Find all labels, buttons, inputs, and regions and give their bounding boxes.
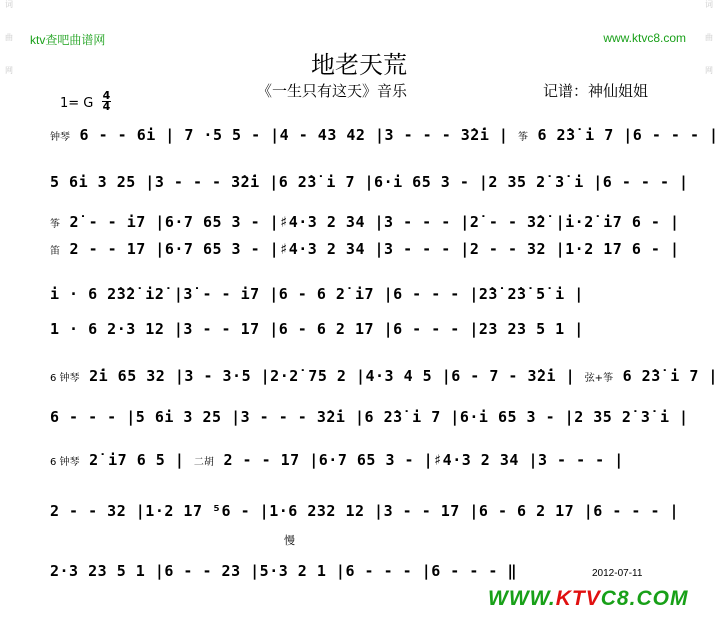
instrument-label: 弦+筝 [584,373,614,384]
notation: 2̇ i7 6 5 | [89,451,185,469]
score-row [50,285,690,303]
instrument-label: 筝 [50,219,60,230]
logo-ktv: KTV [555,587,601,610]
logo-c8: C8 [600,587,630,610]
notation: 2̇i 65 32 |3 - 3·5 |2·2̇ 75 2 |4·3 4 5 |6 - 7 - 3̇2̇i | [89,367,576,385]
tempo-mark: 慢 [284,534,295,547]
notation: 6 - - - |5 6i 3 25 |3 - - - 3̇2̇i |6 2̇3̇ i 7 |6·i 65 3 - |2 35 2̇ 3̇ i | [50,408,689,426]
time-signature [102,91,111,112]
notation: 2 - - 17 |6·7 65 3 - |♯4·3 2 34 |3 - - - |2 - - 32 |1·2 17 6 - | [69,240,680,258]
score-row [50,240,690,258]
notation: 6 2̇3̇ i 7 | [622,367,718,385]
date-stamp: 2012-07-11 [592,568,643,579]
instrument-label: 笛 [50,246,60,257]
instrument-label: 6 钟琴 [50,373,80,384]
notation: 2 - - 17 |6·7 65 3 - |♯4·3 2 34 |3 - - - | [223,451,624,469]
site-logo[interactable] [488,587,688,611]
watermark-left [2,0,16,635]
page-title: 地老天荒 [311,51,407,79]
time-sig-top: 4 [102,89,111,102]
logo-prefix: WWW. [488,587,556,610]
time-sig-bottom: 4 [102,100,111,113]
notation: i · 6 2̇3̇2̇ i2̇ |3̇ - - i7 |6 - 6 2̇ i7 |6 - - - |2̇3̇ 2̇3̇ 5̇ i | [50,285,584,303]
score-row [50,562,570,580]
score-row [50,320,690,338]
notation: 2̇ - - i7 |6·7 65 3 - |♯4·3 2 34 |3 - - - |2̇ - - 3̇2̇ |i·2̇ i7 6 - | [69,213,680,231]
score-row [50,408,690,426]
notation: 2·3 23 5 1 |6 - - 23 |5·3 2 1 |6 - - - |6 - - - ‖ [50,562,518,580]
watermark-char: 曲 [5,33,13,42]
score-row [50,173,690,191]
score-row [50,213,690,231]
watermark-char: 网 [705,66,713,75]
key-signature: 1= G [60,96,94,111]
notation: 5 6i 3 25 |3 - - - 3̇2̇i |6 2̇3̇ i 7 |6·i 65 3 - |2 35 2̇ 3̇ i |6 - - - | [50,173,689,191]
notation: 6 2̇3̇ i 7 |6 - - - | [537,126,719,144]
site-name: ktv查吧曲谱网 [30,33,106,47]
transcriber-credit: 记谱：神仙姐姐 [543,82,649,100]
watermark-char: 曲 [705,33,713,42]
score-row [50,126,719,144]
instrument-label: 二胡 [193,457,214,468]
watermark-char: 词 [705,0,713,9]
watermark-char: 网 [5,66,13,75]
instrument-label: 钟琴 [50,132,70,143]
score-row [50,451,690,469]
score-row [50,367,718,385]
subtitle: 《一生只有这天》音乐 [257,82,408,100]
watermark-right [702,0,716,635]
notation: 2 - - 32 |1·2 17 ⁵6 - |1·6 232 12 |3 - - 17 |6 - 6 2 17 |6 - - - | [50,502,680,520]
score-row [50,502,690,520]
notation: 6 - - 6i | 7 ·5 5 - |4 - 43 42 |3 - - - 3̇2̇i | [79,126,509,144]
instrument-label: 6 钟琴 [50,457,80,468]
watermark-char: 词 [5,0,13,9]
logo-suffix: .COM [629,587,689,610]
instrument-label: 筝 [517,132,528,143]
notation: 1 · 6 2·3 12 |3 - - 17 |6 - 6 2 17 |6 - - - |23 23 5 1 | [50,320,584,338]
site-url: www.ktvc8.com [603,31,686,45]
